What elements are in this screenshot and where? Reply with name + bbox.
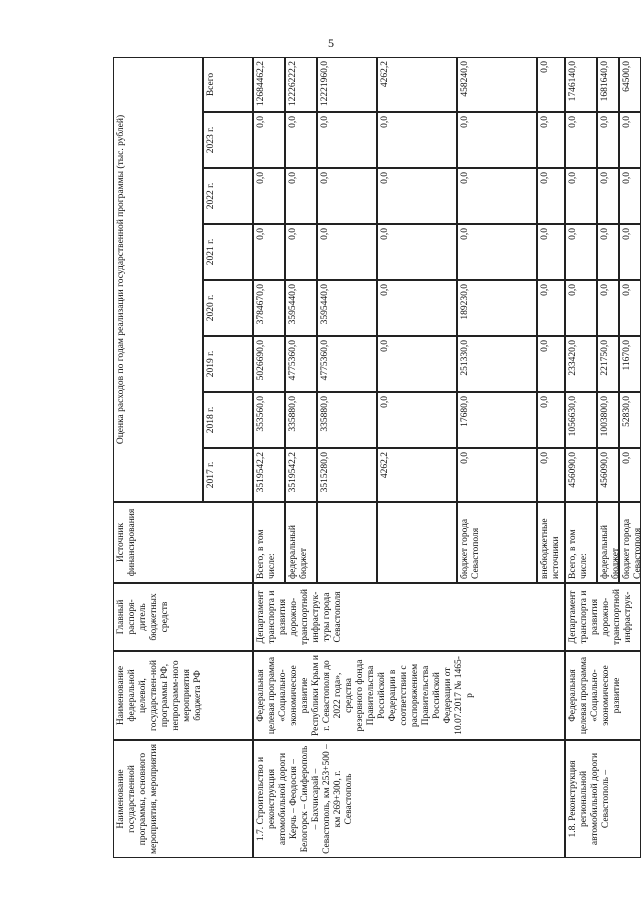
row-program: Федеральная целевая программа «Социально-экономическое развитие	[565, 651, 641, 740]
value-cell: 0,0	[457, 112, 537, 168]
value-cell: 0,0	[317, 112, 377, 168]
value-cell: 3595440,0	[285, 280, 317, 336]
value-cell: 221750,0	[597, 336, 619, 392]
value-cell: 0,0	[253, 112, 285, 168]
value-cell: 0,0	[377, 280, 457, 336]
value-cell: 52830,0	[619, 392, 641, 448]
value-cell: 12684462,2	[253, 57, 285, 112]
value-cell: 0,0	[537, 280, 565, 336]
header-cost-group: Оценка расходов по годам реализации государственной программы (тыс. рублей)	[113, 57, 203, 502]
value-cell: 0,0	[457, 168, 537, 224]
value-cell: 4262,2	[377, 448, 457, 502]
value-cell: 335880,0	[285, 392, 317, 448]
source-label: бюджет города Севастополя	[619, 502, 641, 583]
value-cell: 0,0	[537, 336, 565, 392]
value-cell: 0,0	[619, 280, 641, 336]
source-label	[377, 502, 457, 583]
value-cell: 0,0	[565, 224, 597, 280]
value-cell: 0,0	[565, 280, 597, 336]
value-cell: 1746140,0	[565, 57, 597, 112]
value-cell: 0,0	[537, 168, 565, 224]
header-federal-program: Наименование федеральной целевой, государствен-ной программы РФ, непрограмм-ного мероприятия бюджета РФ	[113, 651, 253, 740]
value-cell: 0,0	[597, 168, 619, 224]
value-cell: 4262,2	[377, 57, 457, 112]
value-cell: 3515280,0	[317, 448, 377, 502]
source-label: Всего, в том числе:	[253, 502, 285, 583]
value-cell: 3519542,2	[253, 448, 285, 502]
value-cell: 0,0	[565, 112, 597, 168]
value-cell: 0,0	[597, 112, 619, 168]
row-name: 1.7. Строительство и реконструкция автомобильной дороги Керчь – Феодосия – Белогорск – Симферополь – Бахчисарай – Севастополь, км 253+500 – км 269+300, г. Севастополь	[253, 740, 565, 858]
value-cell: 251330,0	[457, 336, 537, 392]
header-source: Источник финансирования	[113, 502, 253, 583]
value-cell: 0,0	[537, 448, 565, 502]
row-program: Федеральная целевая программа «Социально-экономическое развитие Республики Крым и г. Севастополя до 2022 года», средства резервного фонда Правительства Российской Федерации в соответствии с распоряжением Правительства Российской Федерации от 10.07.2017 № 1465-р	[253, 651, 565, 740]
value-cell: 1056630,0	[565, 392, 597, 448]
source-label: внебюджетные источники	[537, 502, 565, 583]
header-year: 2019 г.	[203, 336, 253, 392]
value-cell: 0,0	[597, 280, 619, 336]
value-cell: 0,0	[253, 224, 285, 280]
header-year: 2023 г.	[203, 112, 253, 168]
value-cell: 3784670,0	[253, 280, 285, 336]
value-cell: 0,0	[619, 168, 641, 224]
value-cell: 0,0	[377, 112, 457, 168]
value-cell: 0,0	[285, 112, 317, 168]
header-manager: Главный распоря-дитель бюджетных средств	[113, 583, 253, 651]
value-cell: 11670,0	[619, 336, 641, 392]
value-cell: 0,0	[317, 168, 377, 224]
value-cell: 0,0	[537, 112, 565, 168]
value-cell: 0,0	[377, 168, 457, 224]
value-cell: 0,0	[285, 168, 317, 224]
value-cell: 0,0	[537, 224, 565, 280]
value-cell: 0,0	[619, 112, 641, 168]
budget-table	[113, 58, 643, 858]
source-label: федеральный бюджет	[285, 502, 317, 583]
header-year: Всего	[203, 57, 253, 112]
value-cell: 189230,0	[457, 280, 537, 336]
value-cell: 456090,0	[597, 448, 619, 502]
value-cell: 4775360,0	[317, 336, 377, 392]
header-year: 2020 г.	[203, 280, 253, 336]
value-cell: 0,0	[597, 224, 619, 280]
row-name: 1.8. Реконструкция региональной автомобильной дороги Севастополь –	[565, 740, 641, 858]
value-cell: 64500,0	[619, 57, 641, 112]
value-cell: 0,0	[565, 168, 597, 224]
value-cell: 0,0	[537, 392, 565, 448]
header-year: 2017 г.	[203, 448, 253, 502]
source-label: Всего, в том числе:	[565, 502, 597, 583]
value-cell: 458240,0	[457, 57, 537, 112]
value-cell: 0,0	[253, 168, 285, 224]
value-cell: 4775360,0	[285, 336, 317, 392]
value-cell: 0,0	[537, 57, 565, 112]
value-cell: 17680,0	[457, 392, 537, 448]
row-manager: Департамент транспорта и развития дорожно-транспортной инфраструк-туры города Севастополя	[253, 583, 565, 651]
value-cell: 353560,0	[253, 392, 285, 448]
value-cell: 456090,0	[565, 448, 597, 502]
value-cell: 5026690,0	[253, 336, 285, 392]
row-manager: Департамент транспорта и развития дорожно-транспортной инфраструк-	[565, 583, 641, 651]
value-cell: 0,0	[457, 448, 537, 502]
value-cell: 233420,0	[565, 336, 597, 392]
value-cell: 0,0	[285, 224, 317, 280]
value-cell: 3595440,0	[317, 280, 377, 336]
value-cell: 0,0	[619, 224, 641, 280]
header-year: 2021 г.	[203, 224, 253, 280]
source-label: федеральный бюджет	[597, 502, 619, 583]
value-cell: 12226222,2	[285, 57, 317, 112]
value-cell: 0,0	[317, 224, 377, 280]
value-cell: 1681640,0	[597, 57, 619, 112]
value-cell: 3519542,2	[285, 448, 317, 502]
value-cell: 12221960,0	[317, 57, 377, 112]
value-cell: 1003800,0	[597, 392, 619, 448]
value-cell: 0,0	[377, 336, 457, 392]
header-program-name: Наименование государственной программы, основного мероприятия, мероприятия	[113, 740, 253, 858]
value-cell: 0,0	[377, 392, 457, 448]
value-cell: 335880,0	[317, 392, 377, 448]
value-cell: 0,0	[619, 448, 641, 502]
value-cell: 0,0	[457, 224, 537, 280]
page-number: 5	[328, 36, 334, 50]
header-year: 2018 г.	[203, 392, 253, 448]
source-label	[317, 502, 377, 583]
source-label: бюджет города Севастополя	[457, 502, 537, 583]
header-year: 2022 г.	[203, 168, 253, 224]
value-cell: 0,0	[377, 224, 457, 280]
